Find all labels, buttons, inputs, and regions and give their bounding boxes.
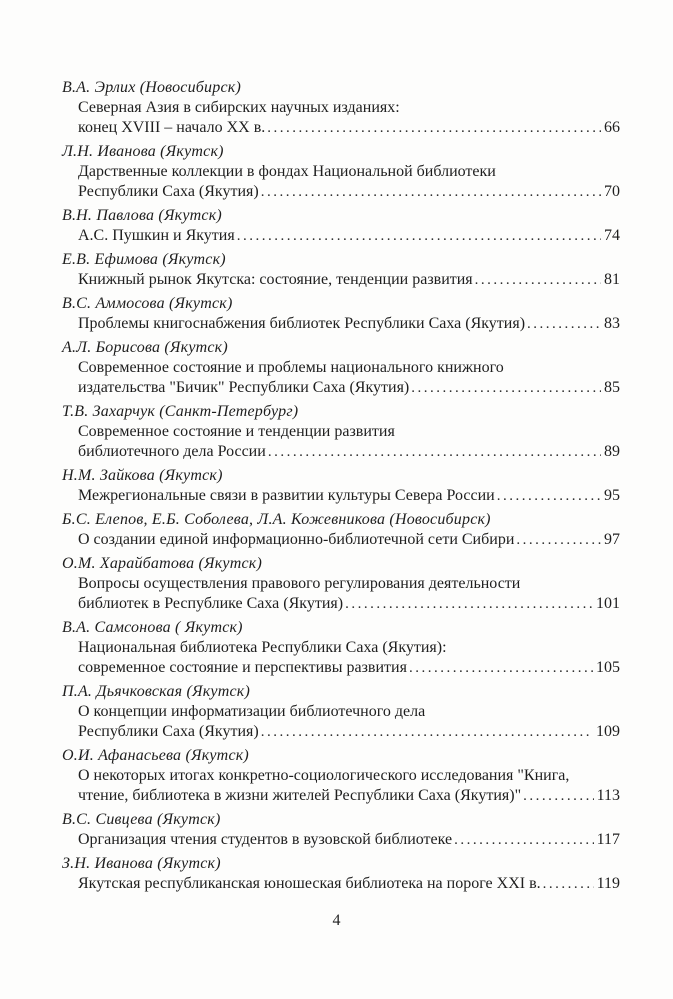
toc-entry-title-last-line bbox=[62, 442, 620, 462]
toc-entry-author: В.С. Аммосова (Якутск) bbox=[62, 295, 233, 312]
toc-entry-title-text: библиотечного дела России bbox=[78, 443, 266, 460]
toc-entry-page-number: 119 bbox=[596, 875, 620, 892]
dot-leader bbox=[409, 658, 593, 678]
toc-entry-page-number: 85 bbox=[604, 379, 620, 396]
toc-entry-author: В.А. Эрлих (Новосибирск) bbox=[62, 79, 241, 96]
toc-entry-title-line: Дарственные коллекции в фондах Национальной библиотеки bbox=[78, 163, 496, 180]
toc-entry-author: П.А. Дьячковская (Якутск) bbox=[62, 683, 250, 700]
toc-entry-author: В.С. Сивцева (Якутск) bbox=[62, 811, 221, 828]
toc-entry bbox=[62, 338, 620, 398]
toc-entry-page-number: 95 bbox=[604, 487, 620, 504]
toc-entry-title-text: Якутская республиканская юношеская библиотека на пороге XXI в. bbox=[78, 875, 541, 892]
toc-entry-page-number: 81 bbox=[604, 271, 620, 288]
toc-entry-title-line: Вопросы осуществления правового регулирования деятельности bbox=[78, 575, 521, 592]
toc-entry-author: Т.В. Захарчук (Санкт-Петербург) bbox=[62, 403, 299, 420]
toc-entry-title-text: Республики Саха (Якутия) bbox=[78, 723, 259, 740]
toc-entry-title-text: современное состояние и перспективы развития bbox=[78, 659, 407, 676]
toc-entry-author: Л.Н. Иванова (Якутск) bbox=[62, 143, 224, 160]
toc-entry-author: В.А. Самсонова ( Якутск) bbox=[62, 619, 243, 636]
toc-entry-author: О.И. Афанасьева (Якутск) bbox=[62, 747, 249, 764]
toc-entry-title-line: О некоторых итогах конкретно-социологического исследования "Книга, bbox=[78, 767, 570, 784]
toc-entry-title-line: Северная Азия в сибирских научных изданиях: bbox=[78, 99, 400, 116]
toc-entry-author: А.Л. Борисова (Якутск) bbox=[62, 339, 228, 356]
toc-entry-page-number: 109 bbox=[596, 723, 620, 740]
toc-entry-page-number: 105 bbox=[596, 659, 620, 676]
toc-entry-title-last-line bbox=[62, 658, 620, 678]
toc-entry bbox=[62, 682, 620, 742]
dot-leader bbox=[527, 314, 601, 334]
toc-entry-page-number: 117 bbox=[596, 831, 620, 848]
toc-entry-author: О.М. Харайбатова (Якутск) bbox=[62, 555, 262, 572]
toc-entry-title-last-line bbox=[62, 594, 620, 614]
toc-entry-title-text: конец XVIII – начало XX в. bbox=[78, 119, 266, 136]
dot-leader bbox=[345, 594, 593, 614]
toc-entry-page-number: 83 bbox=[604, 315, 620, 332]
toc-entry bbox=[62, 554, 620, 614]
toc-entry-title-text: Организация чтения студентов в вузовской библиотеке bbox=[78, 831, 453, 848]
toc-entry-title-text: О создании единой информационно-библиотечной сети Сибири bbox=[78, 531, 515, 548]
dot-leader bbox=[454, 830, 593, 850]
toc-entry-page-number: 89 bbox=[604, 443, 620, 460]
toc-entry-title-last-line bbox=[62, 530, 620, 550]
toc-entry bbox=[62, 142, 620, 202]
toc-entry-title-text: Республики Саха (Якутия) bbox=[78, 183, 259, 200]
toc-entry-title-line: Современное состояние и тенденции развития bbox=[78, 423, 395, 440]
toc-entry bbox=[62, 206, 620, 246]
toc-entry bbox=[62, 250, 620, 290]
toc-entry-title-last-line bbox=[62, 182, 620, 202]
dot-leader bbox=[261, 182, 601, 202]
toc-entry-title-text: Проблемы книгоснабжения библиотек Республики Саха (Якутия) bbox=[78, 315, 526, 332]
dot-leader bbox=[268, 442, 601, 462]
toc-entry-title-last-line bbox=[62, 830, 620, 850]
toc-entry-title-text: библиотек в Республике Саха (Якутия) bbox=[78, 595, 344, 612]
toc-entry-title-last-line bbox=[62, 270, 620, 290]
dot-leader bbox=[497, 486, 601, 506]
toc-entry-title-line: Национальная библиотека Республики Саха (Якутия): bbox=[78, 639, 447, 656]
toc-entry-page-number: 97 bbox=[604, 531, 620, 548]
toc-entry bbox=[62, 746, 620, 806]
toc-list bbox=[62, 78, 620, 894]
dot-leader bbox=[267, 118, 601, 138]
toc-entry-title-text: А.С. Пушкин и Якутия bbox=[78, 227, 235, 244]
dot-leader bbox=[523, 786, 593, 806]
dot-leader bbox=[411, 378, 601, 398]
toc-entry-title-line: Современное состояние и проблемы национального книжного bbox=[78, 359, 504, 376]
toc-entry bbox=[62, 510, 620, 550]
toc-entry-title-last-line bbox=[62, 378, 620, 398]
toc-entry bbox=[62, 78, 620, 138]
toc-entry-title-last-line bbox=[62, 118, 620, 138]
toc-entry-title-text: Книжный рынок Якутска: состояние, тенденции развития bbox=[78, 271, 473, 288]
toc-entry bbox=[62, 402, 620, 462]
toc-entry-title-text: Межрегиональные связи в развитии культуры Севера России bbox=[78, 487, 495, 504]
toc-entry bbox=[62, 854, 620, 894]
dot-leader bbox=[475, 270, 601, 290]
toc-entry-title-last-line bbox=[62, 786, 620, 806]
toc-entry-author: В.Н. Павлова (Якутск) bbox=[62, 207, 222, 224]
dot-leader bbox=[516, 530, 601, 550]
toc-entry-title-last-line bbox=[62, 722, 620, 742]
toc-entry-title-text: издательства "Бичик" Республики Саха (Якутия) bbox=[78, 379, 410, 396]
toc-entry-author: З.Н. Иванова (Якутск) bbox=[62, 855, 221, 872]
toc-entry-title-line: О концепции информатизации библиотечного дела bbox=[78, 703, 426, 720]
toc-entry-page-number: 66 bbox=[604, 119, 620, 136]
dot-leader bbox=[261, 722, 593, 742]
toc-entry-title-last-line bbox=[62, 314, 620, 334]
page-number: 4 bbox=[332, 912, 341, 929]
dot-leader bbox=[543, 874, 594, 894]
toc-entry-author: Н.М. Зайкова (Якутск) bbox=[62, 467, 223, 484]
toc-entry-page-number: 74 bbox=[604, 227, 620, 244]
toc-entry bbox=[62, 810, 620, 850]
toc-entry-author: Б.С. Елепов, Е.Б. Соболева, Л.А. Кожевникова (Новосибирск) bbox=[62, 511, 491, 528]
toc-entry-page-number: 101 bbox=[596, 595, 620, 612]
toc-entry bbox=[62, 618, 620, 678]
toc-entry bbox=[62, 466, 620, 506]
toc-entry-title-last-line bbox=[62, 226, 620, 246]
toc-entry-title-last-line bbox=[62, 486, 620, 506]
toc-entry-title-last-line bbox=[62, 874, 620, 894]
toc-entry-page-number: 113 bbox=[596, 787, 620, 804]
dot-leader bbox=[237, 226, 601, 246]
toc-entry bbox=[62, 294, 620, 334]
toc-entry-page-number: 70 bbox=[604, 183, 620, 200]
toc-entry-author: Е.В. Ефимова (Якутск) bbox=[62, 251, 226, 268]
toc-entry-title-text: чтение, библиотека в жизни жителей Республики Саха (Якутия)" bbox=[78, 787, 522, 804]
